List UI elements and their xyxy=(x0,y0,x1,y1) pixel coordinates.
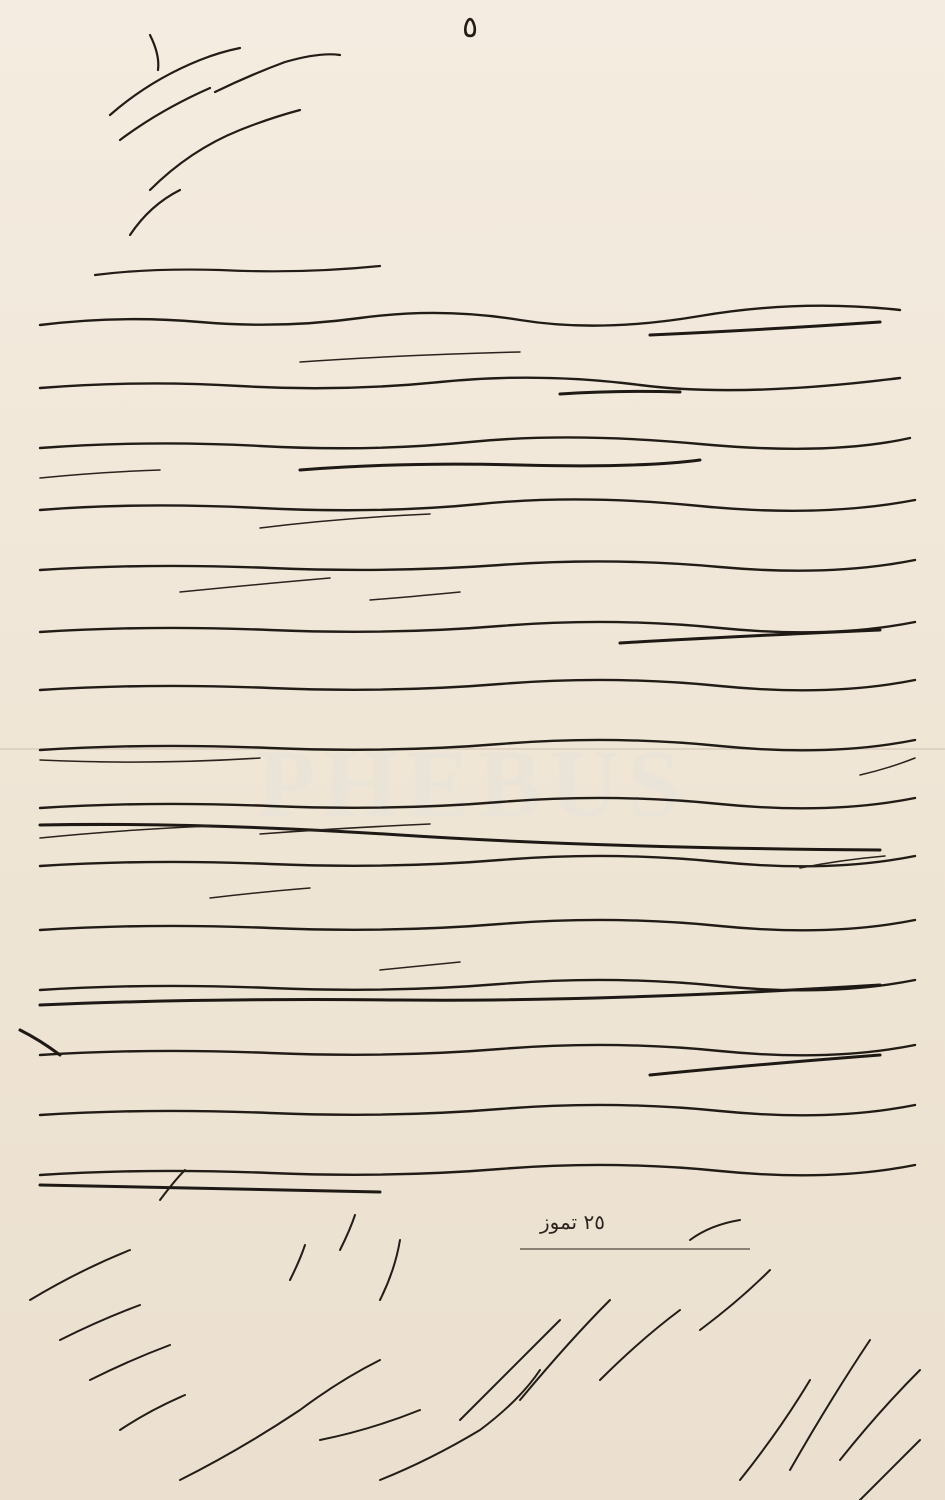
interlinear-notes xyxy=(40,352,915,970)
top-marginal-annotation xyxy=(95,35,380,275)
script-body xyxy=(40,306,915,1176)
watermark: PHEBUS xyxy=(256,730,689,837)
strike-throughs xyxy=(20,322,880,1192)
page-number: ٥ xyxy=(461,10,479,45)
signature-annotations xyxy=(30,1170,920,1500)
date-stamp-text: ٢٥ تموز xyxy=(540,1210,605,1234)
